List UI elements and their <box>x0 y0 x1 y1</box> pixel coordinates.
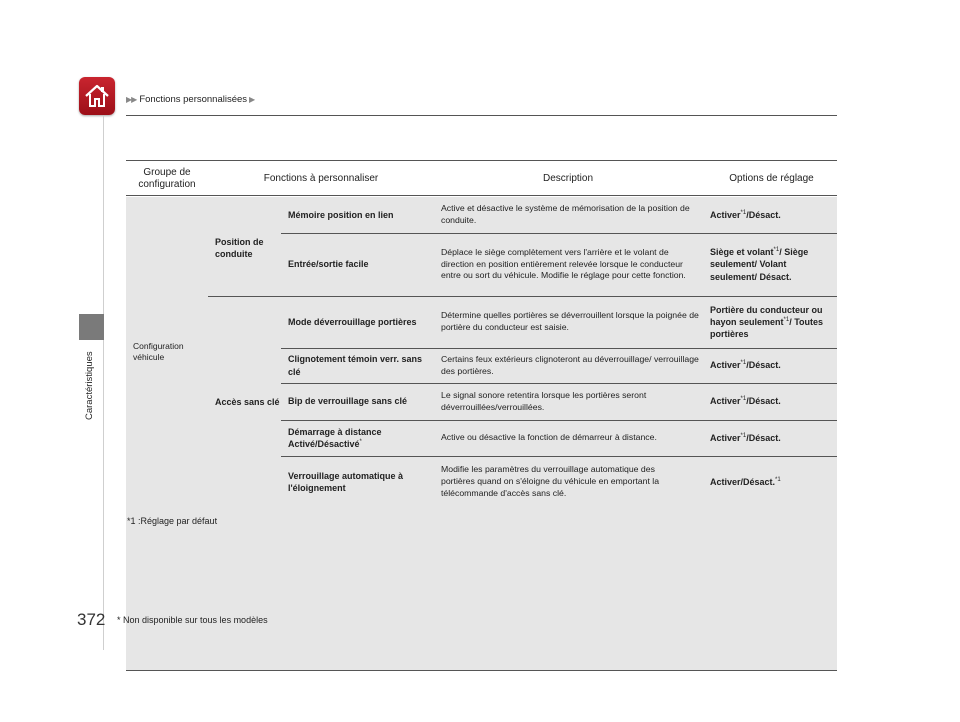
description-cell: Modifie les paramètres du verrouillage automatique des portières quand on s'éloigne du véhicule en emportant la télécommande d'accès sans clé. <box>441 464 660 498</box>
option-default: Portière du conducteur ou hayon seulement <box>710 304 823 327</box>
option-others: /Désact. <box>746 396 781 407</box>
header-group: Groupe de configuration <box>138 166 196 190</box>
breadcrumb <box>126 94 254 105</box>
option-cell <box>710 197 836 233</box>
footnote-marker: *1 <box>773 247 780 254</box>
section-tab[interactable] <box>79 314 104 340</box>
header-description: Description <box>542 172 594 184</box>
option-others: / Siège seulement/ Volant seulement/ Désact. <box>710 247 809 282</box>
table-footnote: *1 :Réglage par défaut <box>127 516 218 526</box>
side-divider <box>103 116 104 650</box>
page-number: 372 <box>77 610 106 629</box>
option-cell <box>710 456 836 508</box>
description-cell: Active et désactive le système de mémorisation de la position de conduite. <box>441 203 690 225</box>
feature-cell: Clignotement témoin verr. sans clé <box>288 354 423 377</box>
option-others: / Toutes portières <box>710 316 824 340</box>
description-cell: Certains feux extérieurs clignoteront au déverrouillage/ verrouillage des portières. <box>441 353 699 376</box>
option-cell <box>710 383 836 420</box>
option-default: Activer/Désact. <box>710 476 776 487</box>
option-default: Activer <box>710 209 741 220</box>
group-label: Configuration véhicule <box>133 340 184 362</box>
footnote-marker: *1 <box>740 209 747 216</box>
description-cell: Active ou désactive la fonction de démarreur à distance. <box>441 432 657 443</box>
availability-marker: * <box>359 439 362 445</box>
feature-cell <box>288 420 428 456</box>
feature-cell: Mode déverrouillage portières <box>288 316 417 327</box>
header-feature: Fonctions à personnaliser <box>263 172 379 184</box>
header-options: Options de réglage <box>729 172 814 184</box>
description-cell: Le signal sonore retentira lorsque les portières seront déverrouillées/verrouillées. <box>441 389 647 412</box>
breadcrumb-arrow-icon: ▶ <box>249 95 255 104</box>
table-body <box>126 197 837 671</box>
option-cell <box>710 296 836 348</box>
feature-cell: Verrouillage automatique à l'éloignement <box>288 470 404 493</box>
breadcrumb-arrows-icon: ▶▶ <box>126 95 137 104</box>
option-default: Activer <box>710 432 741 443</box>
option-others: /Désact. <box>746 209 781 220</box>
footnote-marker: *1 <box>740 396 747 403</box>
breadcrumb-link[interactable]: Fonctions personnalisées <box>139 94 248 105</box>
footnote-marker: *1 <box>740 432 747 439</box>
table-header <box>126 160 837 196</box>
description-cell: Déplace le siège complètement vers l'arrière et le volant de direction en position entièrement relevée lorsque le conducteur entre ou sort du véhicule. Modifie le réglage pour cette fonction. <box>441 246 686 281</box>
option-default: Activer <box>710 360 741 371</box>
feature-cell: Entrée/sortie facile <box>288 259 369 270</box>
option-cell <box>710 233 822 296</box>
footnote-marker: *1 <box>740 360 747 367</box>
feature-cell: Mémoire position en lien <box>288 209 394 220</box>
option-cell <box>710 348 836 383</box>
subgroup-position: Position de conduite <box>215 236 264 259</box>
feature-text: Démarrage à distance Activé/Désactivé <box>288 426 382 449</box>
header-divider <box>126 115 837 116</box>
option-default: Siège et volant <box>710 247 774 258</box>
section-label: Caractéristiques <box>84 351 95 421</box>
option-others: /Désact. <box>746 360 781 371</box>
home-icon <box>83 82 111 110</box>
option-default: Activer <box>710 396 741 407</box>
feature-cell: Bip de verrouillage sans clé <box>288 396 408 407</box>
subgroup-keyless: Accès sans clé <box>215 396 280 407</box>
footnote-marker: *1 <box>783 316 790 323</box>
description-cell: Détermine quelles portières se déverrouillent lorsque la poignée de portière du conducteur est saisie. <box>441 310 699 332</box>
settings-table <box>126 160 837 498</box>
option-cell <box>710 420 836 456</box>
availability-note: * Non disponible sur tous les modèles <box>117 615 268 625</box>
option-others: /Désact. <box>746 432 781 443</box>
footnote-marker: *1 <box>775 476 781 483</box>
home-button[interactable] <box>79 77 115 115</box>
